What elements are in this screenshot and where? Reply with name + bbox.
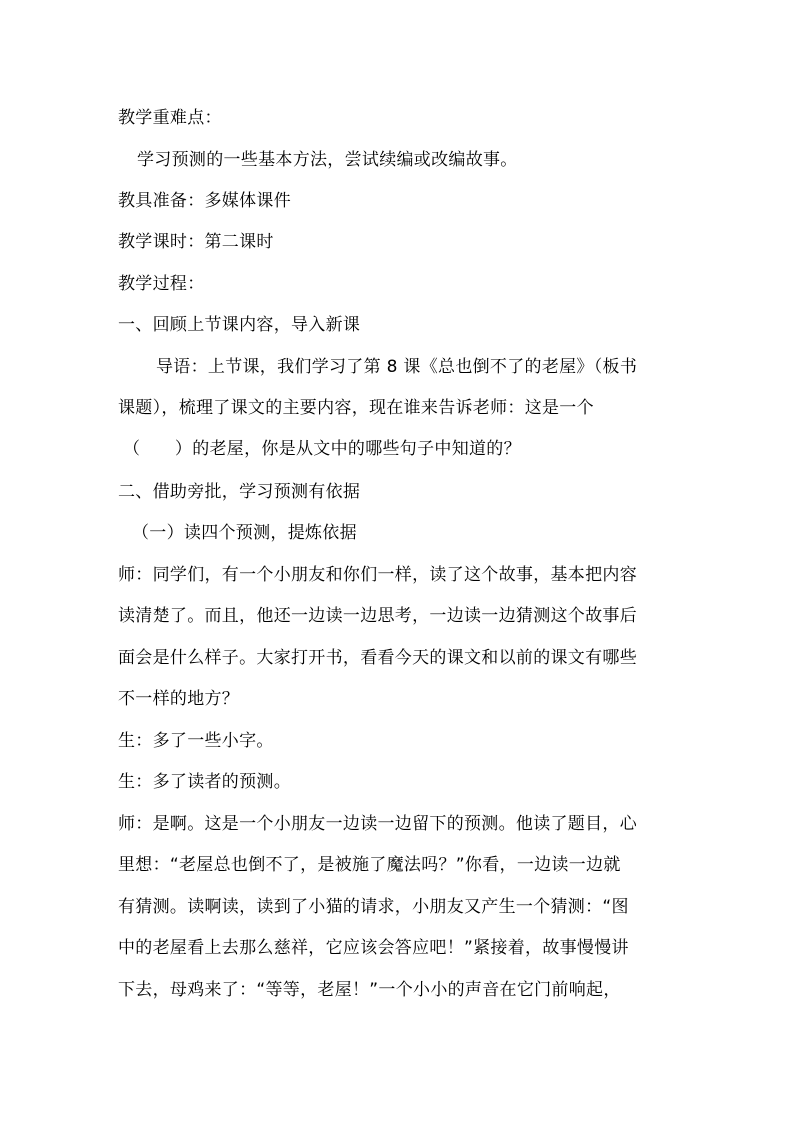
teacher-paragraph-2-line-3: 有猜测。读啊读，读到了小猫的请求，小朋友又产生一个猜测：“图 [118,897,629,917]
section-two-heading: 二、借助旁批，学习预测有依据 [118,482,361,502]
subsection-one-heading: （一）读四个预测，提炼依据 [132,523,357,543]
teacher-paragraph-1-line-3: 面会是什么样子。大家打开书，看看今天的课文和以前的课文有哪些 [118,648,637,668]
student-answer-1: 生：多了一些小字。 [118,731,274,751]
teacher-paragraph-1-line-1: 师：同学们，有一个小朋友和你们一样，读了这个故事，基本把内容 [118,565,637,585]
heading-teaching-process: 教学过程： [118,274,205,294]
heading-key-difficulties: 教学重难点： [118,108,222,128]
teacher-paragraph-2-line-2: 里想：“老屋总也倒不了，是被施了魔法吗？”你看，一边读一边就 [118,855,621,875]
student-answer-2: 生：多了读者的预测。 [118,772,291,792]
teaching-aids: 教具准备：多媒体课件 [118,191,291,211]
intro-paragraph-line-2: 课题），梳理了课文的主要内容，现在谁来告诉老师：这是一个 [118,398,594,418]
teacher-paragraph-2-line-1: 师：是啊。这是一个小朋友一边读一边留下的预测。他读了题目，心 [118,814,637,834]
teacher-paragraph-2-line-4: 中的老屋看上去那么慈祥，它应该会答应吧！”紧接着，故事慢慢讲 [118,938,629,958]
teacher-paragraph-2-line-5: 下去，母鸡来了：“等等，老屋！”一个小小的声音在它门前响起， [118,980,621,1000]
teacher-paragraph-1-line-4: 不一样的地方？ [118,689,240,709]
class-hours: 教学课时：第二课时 [118,232,274,252]
intro-paragraph-line-3: （ ）的老屋，你是从文中的哪些句子中知道的？ [123,439,521,459]
teacher-paragraph-1-line-2: 读清楚了。而且，他还一边读一边思考，一边读一边猜测这个故事后 [118,606,637,626]
section-one-heading: 一、回顾上节课内容，导入新课 [118,315,361,335]
intro-paragraph-line-1: 导语：上节课，我们学习了第 8 课《总也倒不了的老屋》（板书 [156,357,638,377]
paragraph-difficulties-content: 学习预测的一些基本方法，尝试续编或改编故事。 [137,150,518,170]
